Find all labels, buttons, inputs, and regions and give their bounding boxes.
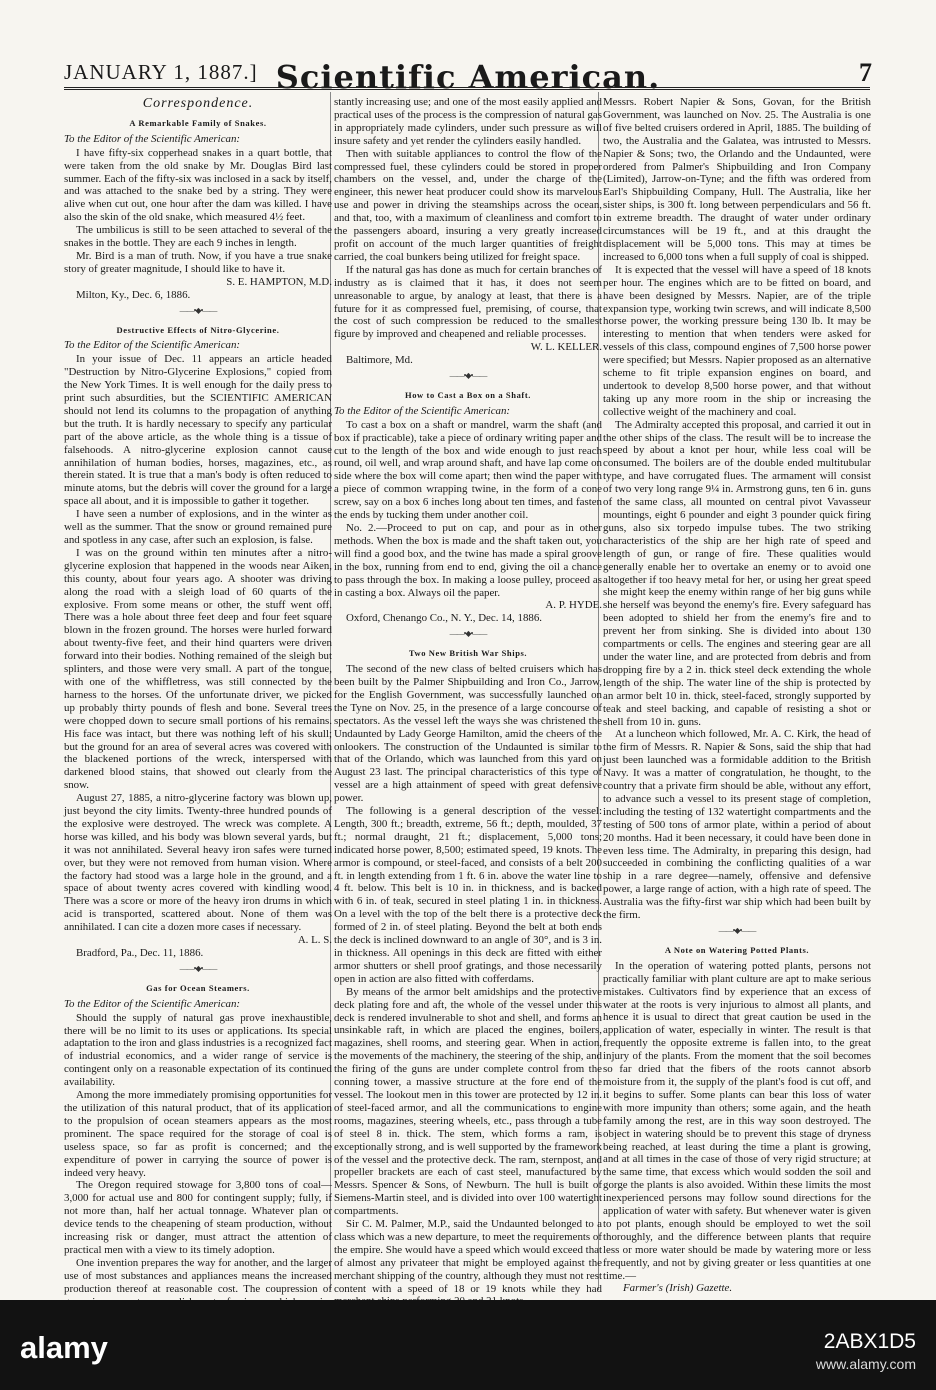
divider-ornament: ——•◆•—— bbox=[718, 926, 756, 935]
paragraph: The following is a general description of the vessel: Length, 300 ft.; breadth, extreme, 56 ft.; depth, moulded, 37 ft.; normal draught, 21 ft.; displacement, 5,000 tons; indicated horse power, 8,500; estimated speed, 19 knots. The armor is compound, or steel-faced, and consists of a belt 200 ft. in length extending from 1 ft. 6 in. above the water line to 4 ft. below. This belt is 10 in. in thickness, and is backed with 6 in. of teak, secured in steel plating 1 in. in thickness. On a level with the top of the belt there is a protective deck formed of 2 in. of steel plating. Beyond the belt at both ends the deck is inclined downward to an angle of 30°, and is 3 in. in thickness. All openings in this deck are fitted with either armor shutters or shell proof gratings, and those necessarily open in action are also fitted with cofferdams. bbox=[334, 805, 602, 985]
paragraph: I have seen a number of explosions, and in the winter as well as the summer. That the snow or ground remained pure and spotless in any case, after such an explosion, is false. bbox=[64, 508, 332, 546]
image-id: 2ABX1D5 bbox=[823, 1330, 916, 1353]
site-url: www.alamy.com bbox=[815, 1356, 916, 1372]
column-1 bbox=[64, 96, 332, 1296]
brand-name: alamy bbox=[20, 1330, 108, 1365]
to-editor-line: To the Editor of the Scientific American: bbox=[64, 997, 241, 1010]
article-title: Two New British War Ships. bbox=[408, 648, 528, 659]
paragraph: The Admiralty accepted this proposal, and carried it out in the other ships of the class. The result will be to increase the speed by about a knot per hour, while less coal will be consumed. The boilers are of the double ended multitubular type, and have corrugated flues. The armament will consist of two very long range 9¼ in. Armstrong guns, ten 6 in. guns of the same class, all mounted on central pivot Vavasseur mountings, eight 6 pounder and eight 3 pounder quick firing guns, also six torpedo impulse tubes. The two striking characteristics of the ship are her high rate of speed and length of gun, or range of fire. These qualities would generally enable her to overtake an enemy or to avoid one altogether if too heavy metal for her, or using her great speed she might keep the enemy within range of her big guns while she herself was beyond the enemy's fire. Every safeguard has been adopted to shield her from the enemy's fire and to prevent her from sinking. She is divided into about 130 compartments or cells. The engines and steering gear are all under the water line, and are protected from debris and from dropping fire by a 2 in. thick steel deck extending the whole length of the ship. The water line of the ship is protected by an armor belt 10 in. thick, steel-faced, strongly supported by teak and steel backing, and capable of resisting a shot or shell from 10 in. guns. bbox=[603, 418, 871, 728]
paragraph: In your issue of Dec. 11 appears an article headed "Destruction by Nitro-Glycerine Explosions," copied from the New York Times. It is well enough for the daily press to print such absurdities, but the SCIENTIFIC AMERICAN should not lend its columns to the propagation of anything but the truth. It is hardly necessary to specify any particular part of the above article, as the whole thing is a tissue of falsehoods. A nitro-glycerine explosion cannot cause annihilation of human bodies, horses, magazines, etc., as therein stated. It is true that a man's body is often reduced to minute atoms, but the debris will cover the ground for a large space all about, and it is impossible to gather it together. bbox=[64, 353, 332, 508]
paragraph: Then with suitable appliances to control the flow of the compressed fuel, these cylinders could be stored in proper chambers on the vessel, and, under the charge of the engineer, this newer heat producer could show its marvelous use and power in driving the steamships across the ocean, and that, too, with a maximum of cleanliness and comfort to the passengers aboard, insuring a very greatly increased profit on account of the much larger quantities of freight carried, the coal bunkers being utilized for freight space. bbox=[334, 147, 602, 263]
paragraph: Sir C. M. Palmer, M.P., said the Undaunted belonged to a class which was a new departure, to meet the requirements of the empire. She would have a speed which would exceed that of almost any privateer that might be employed against the merchant shipping of the country, although they must not rest content with a speed of 18 or 19 knots while they had bbox=[334, 1218, 602, 1295]
paragraph: It is expected that the vessel will have a speed of 18 knots per hour. The engines which are to be fitted on board, and have been designed by Messrs. Napier, are of the triple expansion type, working twin screws, and will indicate 8,500 horse power, the working pressure being 130 lb. It may be interesting to mention that when tenders were asked for vessels of this class, compound engines of 7,500 horse power were specified; but Messrs. Napier proposed as an alternative scheme to fit triple expansion engines on board, and undertook to develop 8,500 horse power, and that without taking up any more room in the ship or increasing the collective weight of the machinery and coal. bbox=[603, 263, 871, 418]
paragraph: In the operation of watering potted plants, persons not practically familiar with plant culture are apt to make serious mistakes. Cultivators find by experience that an excess of water at the roots is very injurious to almost all plants, and hence it is usual to direct that great caution be used in the application of water, especially in winter. The result is that frequently the opposite extreme is fallen into, to the great injury of the plants. From the moment that the soil becomes so far dried that the fibers of the roots cannot absorb moisture from it, the supply of the plant's food is cut off, and it begins to suffer. Some plants can bear this loss of water with more impunity than others; some again, and the heath family among the rest, are in this way soon destroyed. The object in watering should be to prevent this stage of dryness being reached, at least during the time a plant is growing, and at all times in the case of those of very rigid structure; at the same time, that excess which would sodden the soil and gorge the plants is also avoided. Within these limits the most inexperienced persons may follow sound directions for the application of water with safety. But whenever water is given to pot plants, enough should be employed to wet the soil thoroughly, and the difference between plants that require less or more water should be made by watering more or less frequently, and not by giving greater or less quantities at one time.— bbox=[603, 959, 871, 1282]
signature: S. E. HAMPTON, M.D. bbox=[226, 275, 332, 288]
source-credit: Farmer's (Irish) Gazette. bbox=[623, 1282, 733, 1295]
paragraph: I have fifty-six copperhead snakes in a quart bottle, that were taken from the old snake by Mr. Douglas Bird last summer. Each of the fifty-six was inclosed in a sack by itself, and was attached to the snake bed by a string. They were alive when cut out, one hour after the dam was killed. I have also the skin of the old snake, which measured 4½ feet. bbox=[64, 146, 332, 224]
paragraph: No. 2.—Proceed to put on cap, and pour as in other methods. When the box is made and the shaft taken out, you will find a good box, and the twine has made a spiral groove in the box, running from end to end, giving the oil a chance to pass through the box. In making a loose pulley, proceed as in casting a box. Always oil the paper. bbox=[334, 522, 602, 599]
masthead-title: Scientific American. bbox=[275, 58, 661, 96]
signature: A. L. S. bbox=[297, 934, 332, 947]
to-editor-line: To the Editor of the Scientific American: bbox=[64, 132, 241, 145]
paragraph: If the natural gas has done as much for certain branches of industry as is claimed that it has, it does not seem unreasonable to argue, by analogy at least, that there is a future for it as compressed fuel, premising, of course, that the cost of such compression be reduced to the smallest figure by improved and cheapened and reliable processes. bbox=[334, 263, 602, 341]
page-number: 7 bbox=[859, 58, 872, 87]
paragraph: Mr. Bird is a man of truth. Now, if you have a true snake story of greater magnitude, I should like to have it. bbox=[64, 249, 332, 275]
header-rule bbox=[64, 87, 870, 90]
issue-date: JANUARY 1, 1887.] bbox=[64, 60, 258, 84]
signature: A. P. HYDE. bbox=[545, 599, 602, 612]
article-title: Gas for Ocean Steamers. bbox=[146, 982, 250, 993]
signature: W. L. KELLER. bbox=[530, 341, 602, 354]
column-2 bbox=[334, 96, 602, 1296]
paragraph: Among the more immediately promising opportunities for the utilization of this natural product, that of its application to the propulsion of ocean steamers appears as the most prominent. The space required for the storage of coal is useless space, so far as profit is concerned; and the expenditure of power in carrying the source of power is indeed very heavy. bbox=[64, 1089, 332, 1179]
section-title: Correspondence. bbox=[142, 96, 254, 111]
paragraph: The Oregon required stowage for 3,800 tons of coal—3,000 for actual use and 800 for contingent supply; fully, if not more than, half her actual tonnage. Whatever plan or device tends to the cheapening of steam production, without increasing risk or danger, must attract the attention of practical men with a view to its timely adoption. bbox=[64, 1179, 332, 1256]
watermark-bar bbox=[0, 1300, 936, 1390]
article-title: A Remarkable Family of Snakes. bbox=[129, 117, 267, 128]
divider-ornament: ——•◆•—— bbox=[179, 963, 217, 973]
paragraph: Should the supply of natural gas prove inexhaustible, there will be no limit to its uses or applications. Its special adaptation to the iron and glass industries is a recognized fact of industrial economics, and a wider range of service is contingent only on a reasonable expectation of its continued availability. bbox=[64, 1011, 332, 1089]
paragraph: stantly increasing use; and one of the most easily applied and practical uses of the process is the compression of natural gas in appropriately made cylinders, under such pressure as will insure safety and yet render the cylinders easily handled. bbox=[334, 96, 602, 147]
dateline: Oxford, Chenango Co., N. Y., Dec. 14, 1886. bbox=[346, 612, 543, 625]
paragraph: To cast a box on a shaft or mandrel, warm the shaft (and box if practicable), take a piece of ordinary writing paper and cut to the length of the box and wide enough to just reach round, oil well, and wrap around shaft, and have lap come on side where the box will come apart; then wind the paper with a piece of common wrapping twine, in the form of a cone screw, say on a box 6 inches long about ten times, and fasten the ends by tucking them under another coil. bbox=[334, 418, 602, 522]
dateline: Milton, Ky., Dec. 6, 1886. bbox=[76, 288, 191, 301]
divider-ornament: ——•◆•—— bbox=[449, 371, 487, 381]
alamy-logo bbox=[20, 1330, 108, 1366]
article-title: A Note on Watering Potted Plants. bbox=[664, 944, 810, 955]
to-editor-line: To the Editor of the Scientific American: bbox=[334, 404, 511, 417]
dateline: Baltimore, Md. bbox=[346, 354, 413, 367]
to-editor-line: To the Editor of the Scientific American: bbox=[64, 339, 241, 352]
paragraph: The second of the new class of belted cruisers which has been built by the Palmer Shipbuilding and Iron Co., Jarrow, for the English Government, was successfully launched on the Tyne on Nov. 25, in the presence of a large concourse of spectators. As the vessel left the ways she was christened the Undaunted by Lady George Hamilton, amid the cheers of the onlookers. The construction of the Undaunted is similar to that of the Orlando, which was launched from this yard on August 23 last. The principal characteristics of this type of vessel are a high attainment of speed with great defensive power. bbox=[334, 663, 602, 805]
article-title: How to Cast a Box on a Shaft. bbox=[404, 389, 532, 400]
column-3 bbox=[603, 96, 871, 1296]
dateline: Bradford, Pa., Dec. 11, 1886. bbox=[76, 947, 204, 959]
paragraph: By means of the armor belt amidships and the protective deck plating fore and aft, the whole of the vessel under this deck is rendered invulnerable to shot and shell, and forms an unsinkable raft, in which are placed the engines, boilers, magazines, shell rooms, and steering gear. When in action, the movements of the machinery, the steering of the ship, and the firing of the guns are under complete control from the conning tower, a massive structure at the fore end of the vessel. The lookout men in this tower are protected by 12 in. of steel-faced armor, and all the communications to engine rooms, magazines, steering wheels, etc., pass through a tube of steel 8 in. thick. The stem, which forms a ram, is exceptionally strong, and is well supported by the framework of the vessel and the protective deck. The ram, sternpost, and propeller brackets are each of cast steel, manufactured by Messrs. Spencer & Sons, of Newburn. The hull is built of Siemens-Martin steel, and is divided into over 100 watertight compartments. bbox=[334, 985, 602, 1218]
paragraph: At a luncheon which followed, Mr. A. C. Kirk, the head of the firm of Messrs. R. Napier & Sons, said the ship that had just been launched was a formidable addition to the British Navy. It was a matter of congratulation, he thought, to the country that a private firm should be able, without any effort, to advance such a vessel to its present stage of completion, including the testing of 132 watertight compartments and the testing of 500 tons of armor plate, within a period of about 20 months. Had it been necessary, it could have been done in even less time. The Admiralty, in preparing this design, had succeeded in combining the conflicting qualities of a war ship in a rare degree—namely, offensive and defensive power, a large range of action, with a high rate of speed. The Australia was the fifty-first war ship which had been built by the firm. bbox=[603, 728, 871, 922]
paragraph: The umbilicus is still to be seen attached to several of the snakes in the bottle. They are each 9 inches in length. bbox=[64, 224, 332, 250]
paragraph: I was on the ground within ten minutes after a nitro-glycerine explosion that happened in the woods near Aiken, this county, about four years ago. A shooter was driving along the road with a sleigh load of 60 quarts of the explosive. From some means or other, the stuff went off. There was a hole about three feet deep and four feet square blown in the frozen ground. The horses were hurled forward about twenty-five feet, and their hind quarters were driven forward into their bodies. Nothing remained of the sleigh but splinters, and those were very small. A part of the tongue, with one of the whiffletress, was still connected by the harness to the horses. Of the unfortunate driver, we picked up probably thirty pounds of flesh and bone. Several trees were chopped down to secure small portions of his remains. His face was intact, but there was nothing left of his skull; but the ground for an area of several acres was covered with the blackened portions of the wreck, interspersed with darkened blood stains, that showed out clearly from the snow. bbox=[64, 546, 332, 792]
article-title: Destructive Effects of Nitro-Glycerine. bbox=[116, 324, 280, 335]
paragraph: One invention prepares the way for another, and the larger use of most substances and appliances means the increased production thereof at reasonable cost. The coupression of bbox=[64, 1256, 332, 1295]
divider-ornament: ——•◆•—— bbox=[449, 629, 487, 639]
divider-ornament: ——•◆•—— bbox=[179, 305, 217, 315]
paragraph: August 27, 1885, a nitro-glycerine factory was blown up, just beyond the city limits. Twenty-three hundred pounds of the explosive were destroyed. The wreck was complete. A horse was killed, and his body was blown several yards, but it was not annihilated. Several heavy iron safes were turned over, but they were not removed from human vision. Where the factory had stood was a large hole in the ground, and a space of about twenty acres covered with kindling wood. There was a score or more of the heavy iron drums in which acid is transported, scattered about. None of them was annihilated. I can cite a dozen more cases if necessary. bbox=[64, 792, 332, 934]
paragraph: Messrs. Robert Napier & Sons, Govan, for the British Government, was launched on Nov. 25. The Australia is one of five belted cruisers ordered in April, 1885. The building of two, the Australia and the Galatea, was intrusted to Messrs. Napier & Sons; two, the Orlando and the Undaunted, were ordered from Palmer's Shipbuilding and Iron Company (Limited), Jarrow-on-Tyne; and the fifth was ordered from Earl's Shipbuilding Company, Hull. The Australia, like her sister ships, is 300 ft. long between perpendiculars and 56 ft. in extreme breadth. The draught of water under ordinary circumstances will be 19 ft., and at this draught the displacement will be 5,000 tons. This may at times be increased to 6,000 tons when a full supply of coal is shipped. bbox=[603, 96, 871, 263]
